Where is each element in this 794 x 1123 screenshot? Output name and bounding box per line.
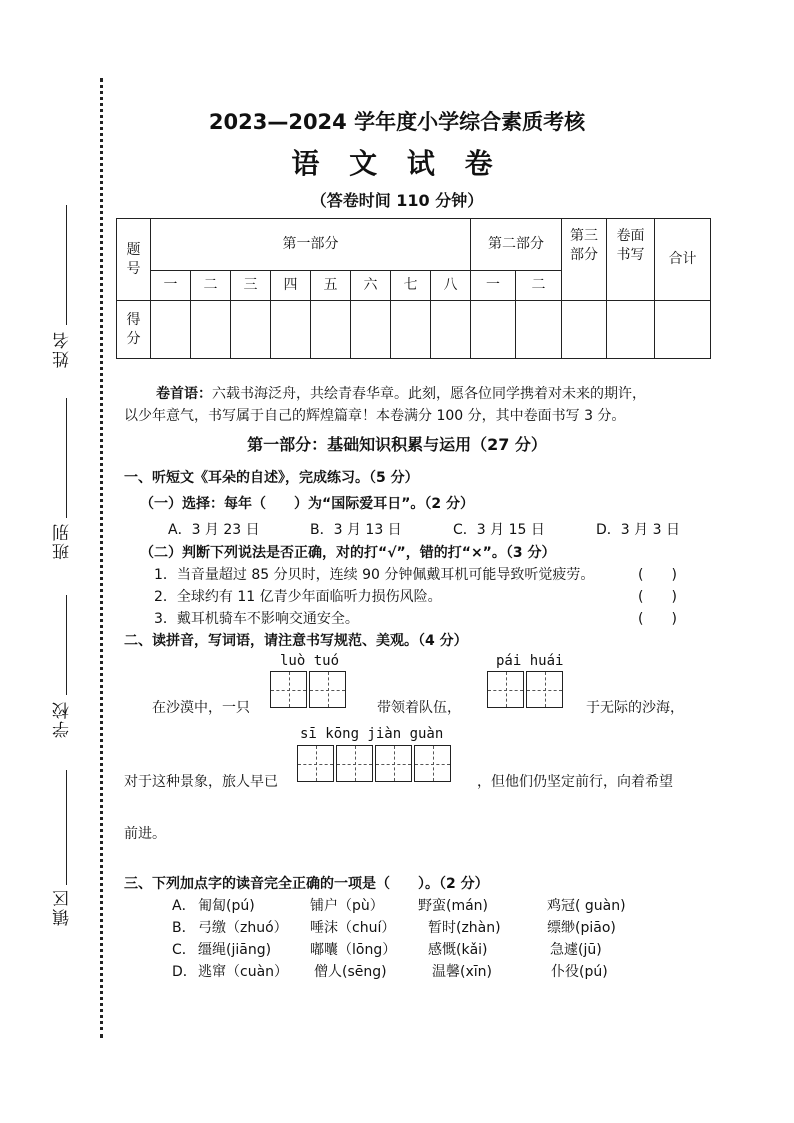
q3-word: 匍匐(pú) xyxy=(198,898,255,914)
school-fill-line xyxy=(66,595,67,695)
score-cell[interactable] xyxy=(607,301,655,359)
total-header: 合计 xyxy=(655,219,711,301)
q3-word: 鸡冠( guàn) xyxy=(547,898,626,914)
q3-word: 急遽(jū) xyxy=(550,942,602,958)
q1-title: 一、听短文《耳朵的自述》，完成练习。（5 分） xyxy=(124,470,419,486)
answer-paren[interactable]: ( ) xyxy=(638,589,677,605)
answer-paren[interactable]: ( ) xyxy=(638,567,677,583)
q3-word: 野蛮(mán) xyxy=(418,898,489,914)
q1-option-c: C．3 月 15 日 xyxy=(453,522,545,538)
q3-word: 暂时(zhàn) xyxy=(428,920,501,936)
part1-header: 第一部分 xyxy=(151,219,471,271)
score-cell[interactable] xyxy=(231,301,271,359)
town-fill-line xyxy=(66,770,67,885)
town-label: 镇区 xyxy=(53,888,73,926)
score-label: 得分 xyxy=(117,301,151,359)
name-label: 姓名 xyxy=(53,330,73,368)
part1-col: 二 xyxy=(191,271,231,301)
q1-item-1: 1．当音量超过 85 分贝时，连续 90 分钟佩戴耳机可能导致听觉疲劳。 xyxy=(154,567,595,583)
q3-word: 僧人(sēng) xyxy=(314,964,387,980)
part2-col: 二 xyxy=(516,271,562,301)
q3-word: 弓缴（zhuó） xyxy=(198,920,288,936)
q2-text-5: ，但他们仍坚定前行，向着希望 xyxy=(477,774,673,790)
q3-word: 温馨(xīn) xyxy=(432,964,492,980)
part1-col: 八 xyxy=(431,271,471,301)
pinyin-3: sī kōng jiàn guàn xyxy=(300,726,444,742)
writing-grid-1[interactable] xyxy=(270,671,348,708)
school-label: 学校 xyxy=(53,700,73,738)
preface-label: 卷首语： xyxy=(156,386,212,402)
score-cell[interactable] xyxy=(562,301,607,359)
part1-col: 六 xyxy=(351,271,391,301)
writing-grid-3[interactable] xyxy=(297,745,453,782)
subject-title: 语 文 试 卷 xyxy=(291,147,503,180)
name-fill-line xyxy=(66,205,67,325)
preface-text-1: 六载书海泛舟，共绘青春华章。此刻，愿各位同学携着对未来的期许， xyxy=(212,386,646,402)
q3-word: 唾沫（chuí） xyxy=(310,920,396,936)
q1-item-3: 3．戴耳机骑车不影响交通安全。 xyxy=(154,611,359,627)
section1-title: 第一部分：基础知识积累与运用（27 分） xyxy=(247,435,547,454)
exam-time: （答卷时间 110 分钟） xyxy=(310,191,484,210)
q2-text-2: 带领着队伍， xyxy=(377,700,461,716)
answer-paren[interactable]: ( ) xyxy=(638,611,677,627)
part1-col: 四 xyxy=(271,271,311,301)
part2-col: 一 xyxy=(471,271,516,301)
score-cell[interactable] xyxy=(516,301,562,359)
score-table xyxy=(116,218,711,359)
question-number-label: 题号 xyxy=(117,219,151,301)
q1-sub2: （二）判断下列说法是否正确，对的打“√”，错的打“×”。（3 分） xyxy=(140,545,556,561)
part2-header: 第二部分 xyxy=(471,219,562,271)
q3-word: 逃窜（cuàn） xyxy=(198,964,289,980)
part1-col: 一 xyxy=(151,271,191,301)
score-cell[interactable] xyxy=(151,301,191,359)
q1-option-a: A．3 月 23 日 xyxy=(168,522,260,538)
score-cell[interactable] xyxy=(311,301,351,359)
q2-text-1: 在沙漠中，一只 xyxy=(152,700,250,716)
score-cell[interactable] xyxy=(391,301,431,359)
pinyin-1: luò tuó xyxy=(280,653,340,669)
score-cell[interactable] xyxy=(351,301,391,359)
q3-option-label: A． xyxy=(172,898,196,914)
q3-word: 铺户（pù） xyxy=(310,898,384,914)
handwriting-header: 卷面书写 xyxy=(607,219,655,301)
q3-word: 嘟囔（lōng） xyxy=(310,942,397,958)
q1-sub1: （一）选择：每年（ ）为“国际爱耳日”。（2 分） xyxy=(140,496,475,512)
q2-text-6: 前进。 xyxy=(124,826,166,842)
q3-word: 缰绳(jiāng) xyxy=(198,942,272,958)
part1-col: 七 xyxy=(391,271,431,301)
writing-grid-2[interactable] xyxy=(487,671,565,708)
q3-title: 三、下列加点字的读音完全正确的一项是（ ）。（2 分） xyxy=(124,876,489,892)
part1-col: 五 xyxy=(311,271,351,301)
part3-header: 第三部分 xyxy=(562,219,607,301)
q2-title: 二、读拼音，写词语，请注意书写规范、美观。（4 分） xyxy=(124,633,468,649)
pinyin-2: pái huái xyxy=(496,653,564,669)
q1-item-2: 2．全球约有 11 亿青少年面临听力损伤风险。 xyxy=(154,589,442,605)
preface-line-1 xyxy=(156,383,646,403)
q3-word: 感慨(kǎi) xyxy=(428,942,488,958)
score-cell[interactable] xyxy=(431,301,471,359)
q3-option-label: D． xyxy=(172,964,197,980)
q3-option-label: B． xyxy=(172,920,196,936)
binding-dotted-line xyxy=(100,78,103,1038)
class-label: 班别 xyxy=(53,522,73,560)
q3-word: 仆役(pú) xyxy=(551,964,608,980)
q2-text-4: 对于这种景象，旅人早已 xyxy=(124,774,278,790)
q2-text-3: 于无际的沙海， xyxy=(586,700,684,716)
score-cell[interactable] xyxy=(471,301,516,359)
q3-option-label: C． xyxy=(172,942,196,958)
q1-option-d: D．3 月 3 日 xyxy=(596,522,680,538)
score-cell[interactable] xyxy=(655,301,711,359)
preface-text-2: 以少年意气，书写属于自己的辉煌篇章！本卷满分 100 分，其中卷面书写 3 分。 xyxy=(124,408,626,424)
score-cell[interactable] xyxy=(271,301,311,359)
part1-col: 三 xyxy=(231,271,271,301)
q3-word: 缥缈(piāo) xyxy=(547,920,616,936)
exam-title: 2023—2024 学年度小学综合素质考核 xyxy=(208,110,586,134)
score-cell[interactable] xyxy=(191,301,231,359)
q1-option-b: B．3 月 13 日 xyxy=(310,522,402,538)
class-fill-line xyxy=(66,398,67,518)
